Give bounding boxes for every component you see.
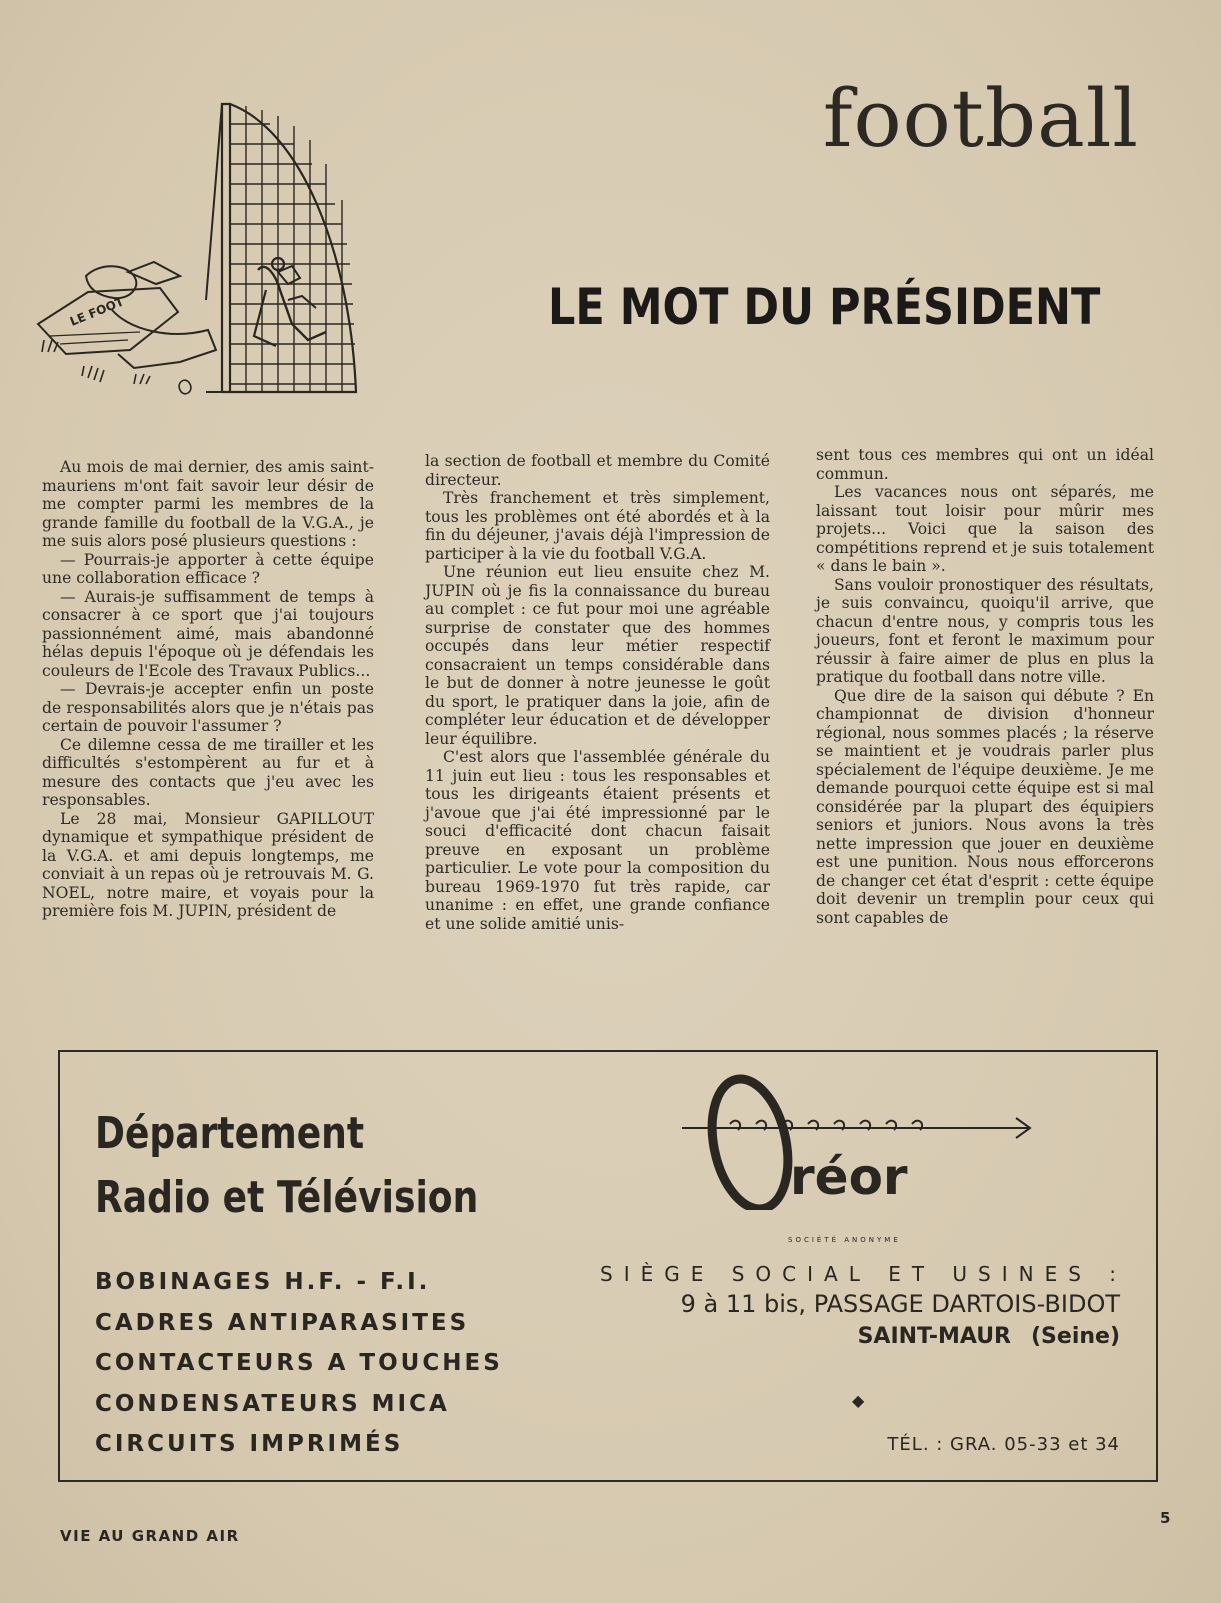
- product-item: CADRES ANTIPARASITES: [95, 1309, 470, 1336]
- product-item: CIRCUITS IMPRIMÉS: [95, 1431, 404, 1457]
- illustration-caption: LE FOOT: [67, 294, 126, 329]
- logo-subtitle: SOCIÉTÉ ANONYME: [788, 1236, 901, 1244]
- goalkeeper-illustration: [30, 100, 370, 410]
- paragraph: Ce dilemne cessa de me tirailler et les difficultés s'estompèrent au fur et à mesure des contacts que j'eu avec les responsables.: [42, 735, 374, 809]
- product-item: CONDENSATEURS MICA: [95, 1390, 450, 1417]
- product-item: CONTACTEURS A TOUCHES: [95, 1350, 503, 1376]
- paragraph: Les vacances nous ont séparés, me laissant tout loisir pour mûrir mes projets... Voici que la saison des compétitions reprend et je suis totalement « dans le bain ».: [816, 483, 1154, 575]
- paragraph: Le 28 mai, Monsieur GAPILLOUT dynamique et sympathique président de la V.G.A. et ami depuis longtemps, me conviait à un repas où je retrouvais M. G. NOEL, notre maire, et voyais pour la première fois M. JUPIN, président de: [42, 809, 374, 920]
- paragraph: Au mois de mai dernier, des amis saint-mauriens m'ont fait savoir leur désir de me compter parmi les membres de la grande famille du football de la V.G.A., je me suis alors posé plusieurs questions :: [42, 458, 374, 550]
- region: (Seine): [1031, 1324, 1120, 1349]
- paragraph: Très franchement et très simplement, tous les problèmes ont été abordés et à la fin du déjeuner, j'avais déjà l'impression de participer à la vie du football V.G.A.: [425, 489, 770, 563]
- city: SAINT-MAUR: [857, 1324, 1011, 1349]
- article-headline: LE MOT DU PRÉSIDENT: [548, 278, 1101, 336]
- street-address: 9 à 11 bis, PASSAGE DARTOIS-BIDOT: [680, 1290, 1120, 1318]
- paragraph: Que dire de la saison qui débute ? En championnat de division d'honneur régional, nous sommes placés ; la réserve se maintient et je voudrais parler plus spécialement de l'équipe deuxième. Je me demande pourquoi cette équipe est si mal considérée par la plupart des équipiers seniors et juniors. Nous avons la très nette impression que jouer en deuxième est une punition. Nous nous efforcerons de changer cet état d'esprit : cette équipe doit devenir un tremplin pour ceux qui sont capables de: [816, 686, 1154, 927]
- paragraph: Une réunion eut lieu ensuite chez M. JUPIN où je fis la connaissance du bureau au complet : ce fut pour moi une agréable surprise de constater que des hommes occupés dans leur métier respectif consacraient un temps considérable dans le but de donner à notre jeunesse le goût du sport, le pratiquer dans la joie, afin de compléter leur éducation et de développer leur équilibre.: [425, 563, 770, 748]
- department-title-line2: Radio et Télévision: [95, 1172, 479, 1223]
- paragraph: sent tous ces membres qui ont un idéal commun.: [816, 446, 1154, 483]
- paragraph: — Devrais-je accepter enfin un poste de responsabilités alors que je n'étais pas certain de pouvoir l'assumer ?: [42, 680, 374, 735]
- page-number: 5: [1160, 1509, 1171, 1527]
- paragraph: la section de football et membre du Comité directeur.: [425, 452, 770, 489]
- product-item: BOBINAGES H.F. - F.I.: [95, 1269, 431, 1295]
- paragraph: Sans vouloir pronostiquer des résultats, je suis convaincu, quoiqu'il arrive, que chacun d'entre nous, y compris tous les joueurs, font et feront le maximum pour réussir à faire aimer de plus en plus la pratique du football dans notre ville.: [816, 575, 1154, 686]
- paragraph: — Aurais-je suffisamment de temps à consacrer à ce sport que j'ai toujours passionnément aimé, mais abandonné hélas depuis l'époque où je défendais les couleurs de l'Ecole des Travaux Publics...: [42, 587, 374, 680]
- article-column-2: [425, 452, 770, 933]
- oreor-logo: [678, 1060, 1038, 1210]
- paragraph: — Pourrais-je apporter à cette équipe une collaboration efficace ?: [42, 550, 374, 587]
- section-title: football: [822, 72, 1139, 165]
- product-list: [95, 1262, 562, 1465]
- article-column-1: [42, 458, 374, 921]
- department-title-line1: Département: [95, 1108, 365, 1159]
- advert-address: [600, 1262, 1128, 1349]
- advert-department: [95, 1102, 562, 1465]
- article-column-3: [816, 446, 1154, 927]
- siege-label: SIÈGE SOCIAL ET USINES :: [600, 1262, 1128, 1286]
- paragraph: C'est alors que l'assemblée générale du 11 juin eut lieu : tous les responsables et tous les dirigeants étaient présents et j'avoue que j'ai été impressionné par le souci d'efficacité dont chacun faisait preuve en exposant un problème particulier. Le vote pour la composition du bureau 1969-1970 fut très rapide, car unanime : en effet, une grande confiance et une solide amitié unis-: [425, 748, 770, 933]
- diamond-ornament-icon: ◆: [852, 1391, 865, 1410]
- advertisement: [58, 1050, 1158, 1482]
- city-line: [600, 1324, 1120, 1349]
- telephone: TÉL. : GRA. 05-33 et 34: [887, 1434, 1120, 1455]
- logo-wordmark: réor: [790, 1148, 908, 1206]
- magazine-name: VIE AU GRAND AIR: [60, 1527, 240, 1545]
